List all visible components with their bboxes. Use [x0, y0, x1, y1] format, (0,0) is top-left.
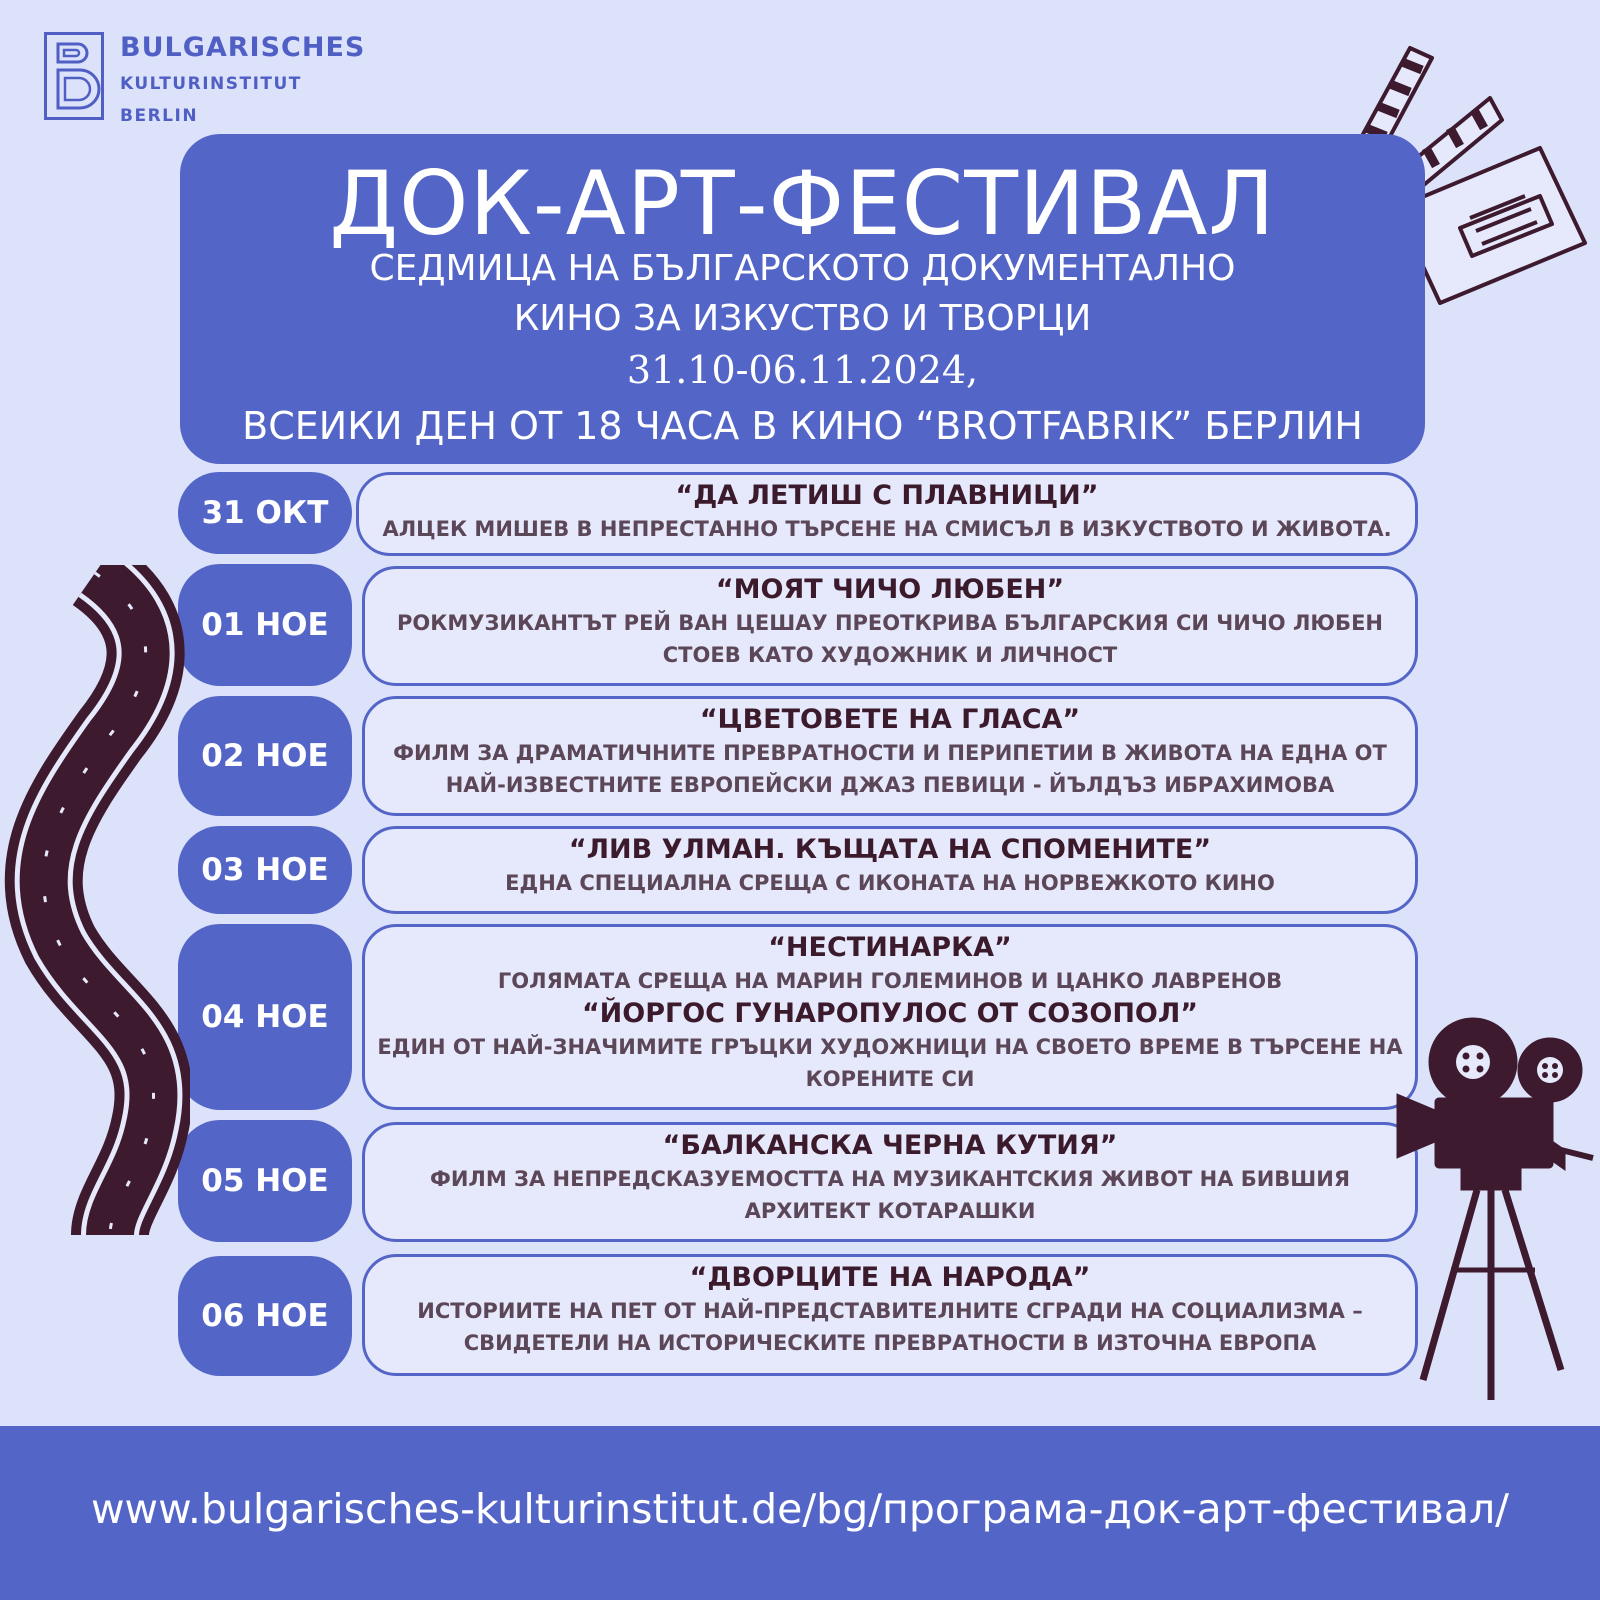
festival-header [180, 134, 1425, 464]
event-title: “ДА ЛЕТИШ С ПЛАВНИЦИ” [675, 480, 1099, 511]
program-event [362, 696, 1418, 816]
program-event [356, 472, 1418, 556]
event-title: “МОЯТ ЧИЧО ЛЮБЕН” [715, 574, 1065, 605]
program-event [362, 924, 1418, 1110]
festival-subtitle-line-1: СЕДМИЦА НА БЪЛГАРСКОТО ДОКУМЕНТАЛНО [369, 248, 1236, 289]
program-date: 02 НОЕ [178, 696, 352, 816]
program-date: 06 НОЕ [178, 1256, 352, 1376]
movie-camera-icon [1395, 1010, 1600, 1410]
program-event [362, 1254, 1418, 1376]
festival-dates: 31.10-06.11.2024, [626, 348, 979, 392]
event-description: ИСТОРИИТЕ НА ПЕТ ОТ НАЙ-ПРЕДСТАВИТЕЛНИТЕ СГРАДИ НА СОЦИАЛИЗМА – СВИДЕТЕЛИ НА ИСТОРИЧЕСКИТЕ ПРЕВРАТНОСТИ В ИЗТОЧНА ЕВРОПА [417, 1299, 1363, 1355]
logo-line-2: KULTURINSTITUT [120, 74, 302, 94]
festival-subtitle-line-2: КИНО ЗА ИЗКУСТВО И ТВОРЦИ [513, 298, 1092, 339]
program-date: 05 НОЕ [178, 1120, 352, 1242]
website-link[interactable]: www.bulgarisches-kulturinstitut.de/bg/програма-док-арт-фестивал/ [91, 1485, 1509, 1533]
program-date: 01 НОЕ [178, 564, 352, 686]
film-strip-icon [0, 565, 190, 1245]
footer-bar [0, 1426, 1600, 1600]
event-description: ФИЛМ ЗА НЕПРЕДСКАЗУЕМОСТТА НА МУЗИКАНТСКИЯ ЖИВОТ НА БИВШИЯ АРХИТЕКТ КОТАРАШКИ [430, 1167, 1350, 1223]
event-description: ЕДНА СПЕЦИАЛНА СРЕЩА С ИКОНАТА НА НОРВЕЖКОТО КИНО [505, 871, 1275, 895]
event-title: “ЛИВ УЛМАН. КЪЩАТА НА СПОМЕНИТЕ” [568, 834, 1212, 865]
program-event [362, 566, 1418, 686]
event-title: “БАЛКАНСКА ЧЕРНА КУТИЯ” [662, 1130, 1118, 1161]
program-event [362, 826, 1418, 914]
event-title: “ДВОРЦИТЕ НА НАРОДА” [689, 1262, 1091, 1293]
festival-venue: ВСЕИКИ ДЕН ОТ 18 ЧАСА В КИНО “BROTFABRIK” БЕРЛИН [242, 404, 1363, 448]
program-date: 03 НОЕ [178, 826, 352, 914]
event-description: АЛЦЕК МИШЕВ В НЕПРЕСТАННО ТЪРСЕНЕ НА СМИСЪЛ В ИЗКУСТВОТО И ЖИВОТА. [382, 517, 1392, 541]
event-description: ФИЛМ ЗА ДРАМАТИЧНИТЕ ПРЕВРАТНОСТИ И ПЕРИПЕТИИ В ЖИВОТА НА ЕДНА ОТ НАЙ-ИЗВЕСТНИТЕ ЕВРОПЕЙСКИ ДЖАЗ ПЕВИЦИ - ЙЪЛДЪЗ ИБРАХИМОВА [393, 741, 1387, 797]
logo-line-1: BULGARISCHES [120, 32, 366, 63]
program-event [362, 1122, 1418, 1242]
program-date: 04 НОЕ [178, 924, 352, 1110]
logo-line-3: BERLIN [120, 106, 199, 126]
logo-b-icon [44, 32, 104, 120]
festival-title: ДОК-АРТ-ФЕСТИВАЛ [329, 152, 1276, 255]
event-description-2: ЕДИН ОТ НАЙ-ЗНАЧИМИТЕ ГРЪЦКИ ХУДОЖНИЦИ НА СВОЕТО ВРЕМЕ В ТЪРСЕНЕ НА КОРЕНИТЕ СИ [377, 1035, 1403, 1091]
event-title: “НЕСТИНАРКА” [768, 932, 1012, 963]
event-description: ГОЛЯМАТА СРЕЩА НА МАРИН ГОЛЕМИНОВ И ЦАНКО ЛАВРЕНОВ [497, 969, 1283, 993]
event-description: РОКМУЗИКАНТЪТ РЕЙ ВАН ЦЕШАУ ПРЕОТКРИВА БЪЛГАРСКИЯ СИ ЧИЧО ЛЮБЕН СТОЕВ КАТО ХУДОЖНИК И ЛИЧНОСТ [397, 611, 1383, 667]
event-title-2: “ЙОРГОС ГУНАРОПУЛОС ОТ СОЗОПОЛ” [581, 998, 1199, 1029]
event-title: “ЦВЕТОВЕТЕ НА ГЛАСА” [699, 704, 1081, 735]
program-date: 31 ОКТ [178, 472, 352, 554]
